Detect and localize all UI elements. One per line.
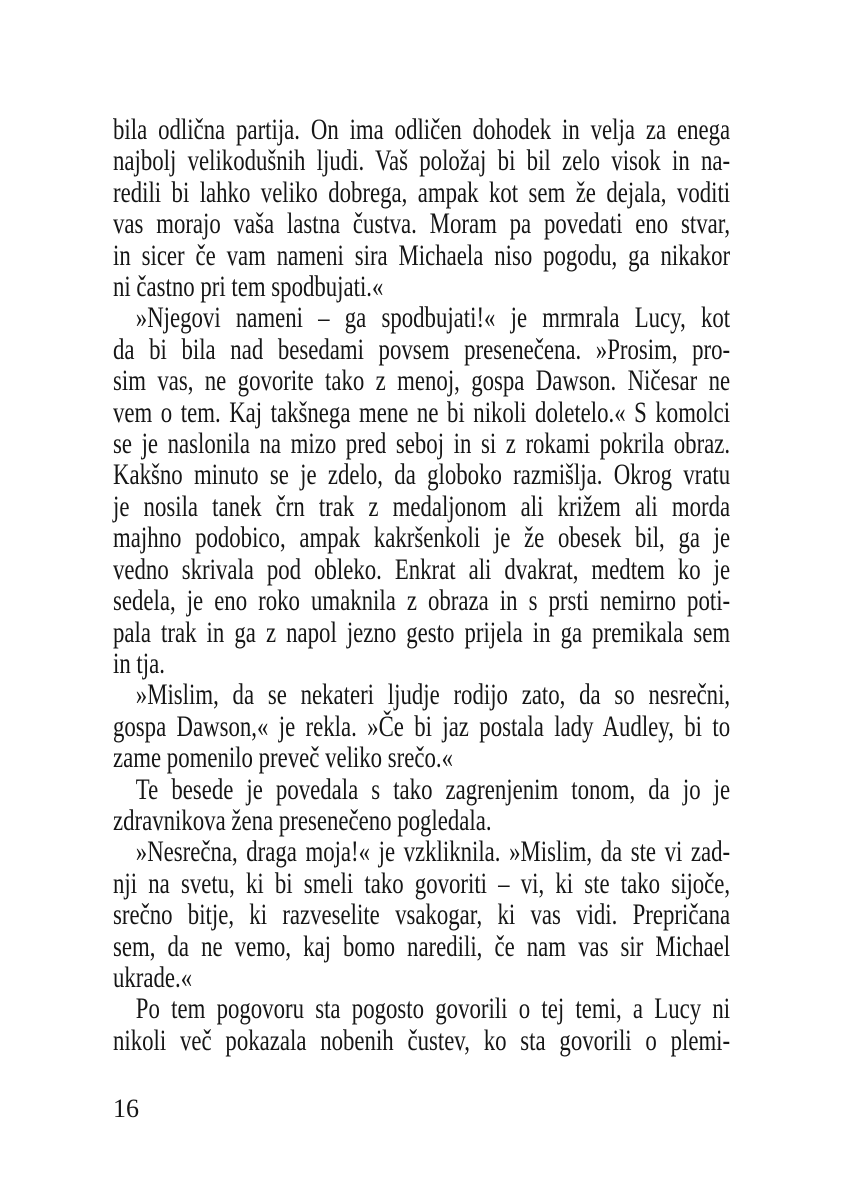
text-line: majhno podobico, ampak kakršenkoli je že obesek bil, ga je bbox=[113, 521, 731, 555]
text-line: sem, da ne vemo, kaj bomo naredili, če nam vas sir Michael bbox=[113, 929, 731, 963]
text-line: vas morajo vaša lastna čustva. Moram pa povedati eno stvar, bbox=[113, 207, 731, 241]
paragraph bbox=[113, 679, 730, 773]
text-line: gospa Dawson,« je rekla. »Če bi jaz postala lady Audley, bi to bbox=[113, 709, 731, 743]
text-line: »Njegovi nameni – ga spodbujati!« je mrmrala Lucy, kot bbox=[135, 301, 731, 335]
text-line: je nosila tanek črn trak z medaljonom ali križem ali morda bbox=[113, 489, 731, 523]
text-line: srečno bitje, ki razveselite vsakogar, ki vas vidi. Prepričana bbox=[113, 898, 731, 932]
text-line: Po tem pogovoru sta pogosto govorili o tej temi, a Lucy ni bbox=[135, 992, 731, 1026]
text-line: bila odlična partija. On ima odličen dohodek in velja za enega bbox=[113, 113, 731, 146]
text-line: se je naslonila na mizo pred seboj in si z rokami pokrila obraz. bbox=[113, 427, 731, 461]
text-line: Te besede je povedala s tako zagrenjenim tonom, da jo je bbox=[135, 772, 731, 806]
text-line: sim vas, ne govorite tako z menoj, gospa Dawson. Ničesar ne bbox=[113, 364, 731, 398]
paragraph bbox=[113, 302, 730, 679]
paragraph bbox=[113, 774, 730, 837]
text-line: redili bi lahko veliko dobrega, ampak kot sem že dejala, voditi bbox=[113, 175, 731, 209]
paragraph bbox=[113, 114, 730, 302]
text-line: da bi bila nad besedami povsem presenečena. »Prosim, pro- bbox=[113, 332, 731, 366]
text-line: »Nesrečna, draga moja!« je vzkliknila. »Mislim, da ste vi zad- bbox=[135, 835, 731, 869]
text-line: sedela, je eno roko umaknila z obraza in s prsti nemirno poti- bbox=[113, 584, 731, 618]
paragraph bbox=[113, 993, 730, 1056]
page-number: 16 bbox=[113, 1094, 139, 1123]
text-line: ukrade.« bbox=[113, 960, 193, 994]
text-line: nikoli več pokazala nobenih čustev, ko sta govorili o plemi- bbox=[113, 1023, 731, 1057]
text-line: Kakšno minuto se je zdelo, da globoko razmišlja. Okrog vratu bbox=[113, 458, 731, 492]
text-block bbox=[113, 114, 730, 1056]
text-line: pala trak in ga z napol jezno gesto prijela in ga premikala sem bbox=[113, 615, 731, 649]
text-line: najbolj velikodušnih ljudi. Vaš položaj bi bil zelo visok in na- bbox=[113, 144, 731, 178]
text-line: vem o tem. Kaj takšnega mene ne bi nikoli doletelo.« S komolci bbox=[113, 395, 731, 429]
text-line: zdravnikova žena presenečeno pogledala. bbox=[113, 803, 492, 837]
text-line: ni častno pri tem spodbujati.« bbox=[113, 270, 384, 304]
text-line: in tja. bbox=[113, 646, 165, 680]
text-line: vedno skrivala pod obleko. Enkrat ali dvakrat, medtem ko je bbox=[113, 552, 731, 586]
text-line: nji na svetu, ki bi smeli tako govoriti – vi, ki ste tako sijoče, bbox=[113, 866, 731, 900]
text-line: in sicer če vam nameni sira Michaela niso pogodu, ga nikakor bbox=[113, 238, 731, 272]
text-line: »Mislim, da se nekateri ljudje rodijo zato, da so nesrečni, bbox=[135, 678, 731, 712]
text-line: zame pomenilo preveč veliko srečo.« bbox=[113, 741, 453, 775]
paragraph bbox=[113, 836, 730, 993]
